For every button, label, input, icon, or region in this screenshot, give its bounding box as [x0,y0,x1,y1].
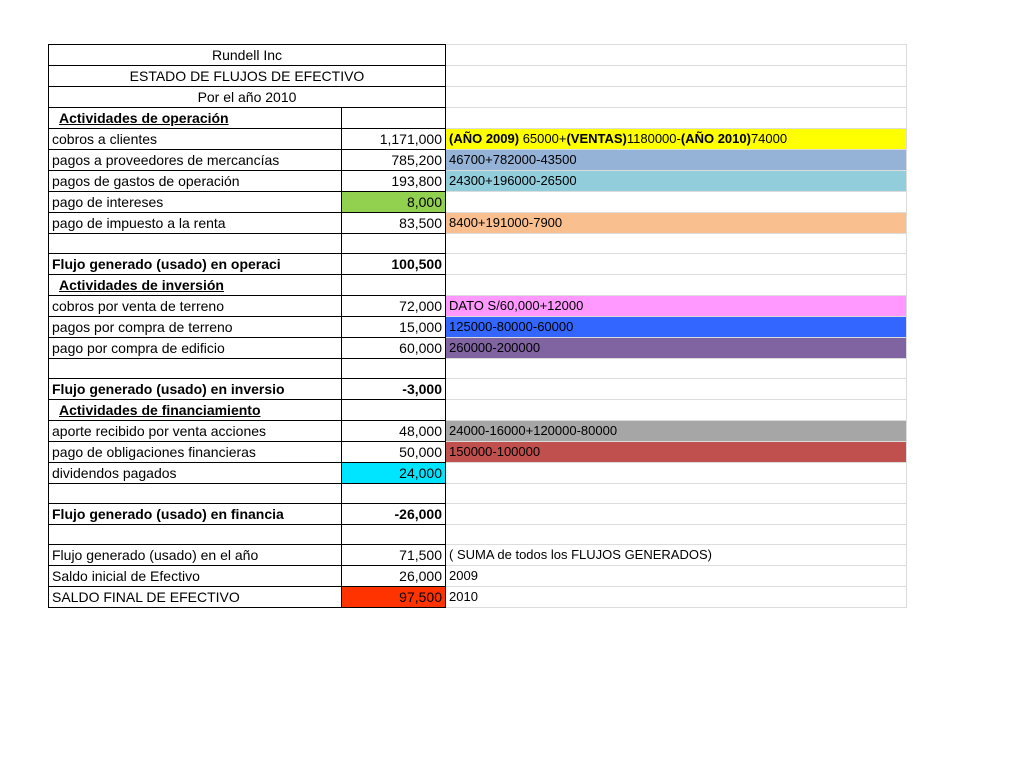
note-cell[interactable]: 24000-16000+120000-80000 [446,421,907,442]
amount-cell[interactable] [342,234,446,254]
label-cell[interactable] [49,484,342,504]
amount-cell[interactable]: 785,200 [342,150,446,171]
note-fragment: (AÑO 2010) [680,131,751,146]
line-item-row [49,421,907,442]
subtotal-row [49,254,907,275]
label-cell[interactable]: pago de intereses [49,192,342,213]
note-cell[interactable] [446,400,907,421]
note-cell[interactable]: 2009 [446,566,907,587]
amount-cell[interactable] [342,400,446,421]
label-cell[interactable]: pagos por compra de terreno [49,317,342,338]
note-cell[interactable]: 2010 [446,587,907,608]
note-fragment: (VENTAS) [566,131,627,146]
note-cell[interactable] [446,275,907,296]
subtotal-row [49,504,907,525]
line-item-row [49,545,907,566]
label-cell[interactable]: pago de obligaciones financieras [49,442,342,463]
note-cell[interactable] [446,379,907,400]
note-cell[interactable] [446,484,907,504]
line-item-row [49,171,907,192]
note-cell[interactable]: DATO S/60,000+12000 [446,296,907,317]
note-cell[interactable]: 260000-200000 [446,338,907,359]
amount-cell[interactable]: 100,500 [342,254,446,275]
label-cell[interactable]: dividendos pagados [49,463,342,484]
cash-flow-sheet [48,44,907,608]
label-cell[interactable]: cobros por venta de terreno [49,296,342,317]
note-cell[interactable]: ( SUMA de todos los FLUJOS GENERADOS) [446,545,907,566]
note-cell[interactable] [446,108,907,129]
amount-cell[interactable]: 97,500 [342,587,446,608]
statement-period[interactable]: Por el año 2010 [49,87,446,108]
line-item-row [49,359,907,379]
note-cell[interactable] [446,192,907,213]
note-cell[interactable]: 46700+782000-43500 [446,150,907,171]
line-item-row [49,192,907,213]
line-item-row [49,587,907,608]
label-cell[interactable] [49,359,342,379]
label-cell[interactable]: Flujo generado (usado) en operaci [49,254,342,275]
statement-title[interactable]: ESTADO DE FLUJOS DE EFECTIVO [49,66,446,87]
amount-cell[interactable]: 50,000 [342,442,446,463]
amount-cell[interactable]: 48,000 [342,421,446,442]
amount-cell[interactable] [342,275,446,296]
label-cell[interactable]: SALDO FINAL DE EFECTIVO [49,587,342,608]
amount-cell[interactable] [342,108,446,129]
note-cell[interactable]: 150000-100000 [446,442,907,463]
amount-cell[interactable]: 26,000 [342,566,446,587]
line-item-row [49,463,907,484]
subtotal-row [49,379,907,400]
line-item-row [49,484,907,504]
line-item-row [49,525,907,545]
label-cell[interactable]: pagos a proveedores de mercancías [49,150,342,171]
line-item-row [49,442,907,463]
note-cell[interactable] [446,45,907,66]
label-cell[interactable]: Flujo generado (usado) en el año [49,545,342,566]
amount-cell[interactable]: 72,000 [342,296,446,317]
section-header-row [49,275,907,296]
note-cell[interactable] [446,463,907,484]
company-name[interactable]: Rundell Inc [49,45,446,66]
label-cell[interactable]: Actividades de financiamiento [49,400,342,421]
section-header-row [49,400,907,421]
label-cell[interactable]: Flujo generado (usado) en financia [49,504,342,525]
note-cell[interactable] [446,234,907,254]
amount-cell[interactable]: 83,500 [342,213,446,234]
note-cell[interactable] [446,87,907,108]
note-cell[interactable]: 125000-80000-60000 [446,317,907,338]
note-cell[interactable]: 8400+191000-7900 [446,213,907,234]
line-item-row [49,338,907,359]
amount-cell[interactable]: -3,000 [342,379,446,400]
note-fragment: 1180000- [626,131,681,146]
line-item-row [49,150,907,171]
note-cell[interactable] [446,66,907,87]
amount-cell[interactable]: 60,000 [342,338,446,359]
label-cell[interactable]: aporte recibido por venta acciones [49,421,342,442]
note-fragment: 65000+ [519,131,567,146]
amount-cell[interactable]: 193,800 [342,171,446,192]
label-cell[interactable]: cobros a clientes [49,129,342,150]
label-cell[interactable]: Flujo generado (usado) en inversio [49,379,342,400]
line-item-row [49,296,907,317]
amount-cell[interactable]: 8,000 [342,192,446,213]
amount-cell[interactable]: 1,171,000 [342,129,446,150]
note-fragment: (AÑO 2009) [449,131,520,146]
section-header-row [49,108,907,129]
amount-cell[interactable]: 15,000 [342,317,446,338]
line-item-row [49,317,907,338]
amount-cell[interactable] [342,359,446,379]
label-cell[interactable] [49,234,342,254]
label-cell[interactable]: Saldo inicial de Efectivo [49,566,342,587]
label-cell[interactable]: pago de impuesto a la renta [49,213,342,234]
note-cell[interactable]: 24300+196000-26500 [446,171,907,192]
amount-cell[interactable] [342,525,446,545]
note-cell[interactable] [446,359,907,379]
label-cell[interactable]: pago por compra de edificio [49,338,342,359]
amount-cell[interactable]: -26,000 [342,504,446,525]
amount-cell[interactable] [342,484,446,504]
line-item-row [49,129,907,150]
note-cell[interactable] [446,504,907,525]
line-item-row [49,234,907,254]
amount-cell[interactable]: 24,000 [342,463,446,484]
line-item-row [49,566,907,587]
label-cell[interactable]: Actividades de operación [49,108,342,129]
label-cell[interactable] [49,525,342,545]
label-cell[interactable]: pagos de gastos de operación [49,171,342,192]
label-cell[interactable]: Actividades de inversión [49,275,342,296]
note-cell[interactable] [446,254,907,275]
line-item-row [49,213,907,234]
period-row [49,87,907,108]
note-fragment: 74000 [750,131,788,146]
statement-row [49,66,907,87]
note-cell[interactable] [446,129,907,150]
note-cell[interactable] [446,525,907,545]
company-row [49,45,907,66]
amount-cell[interactable]: 71,500 [342,545,446,566]
